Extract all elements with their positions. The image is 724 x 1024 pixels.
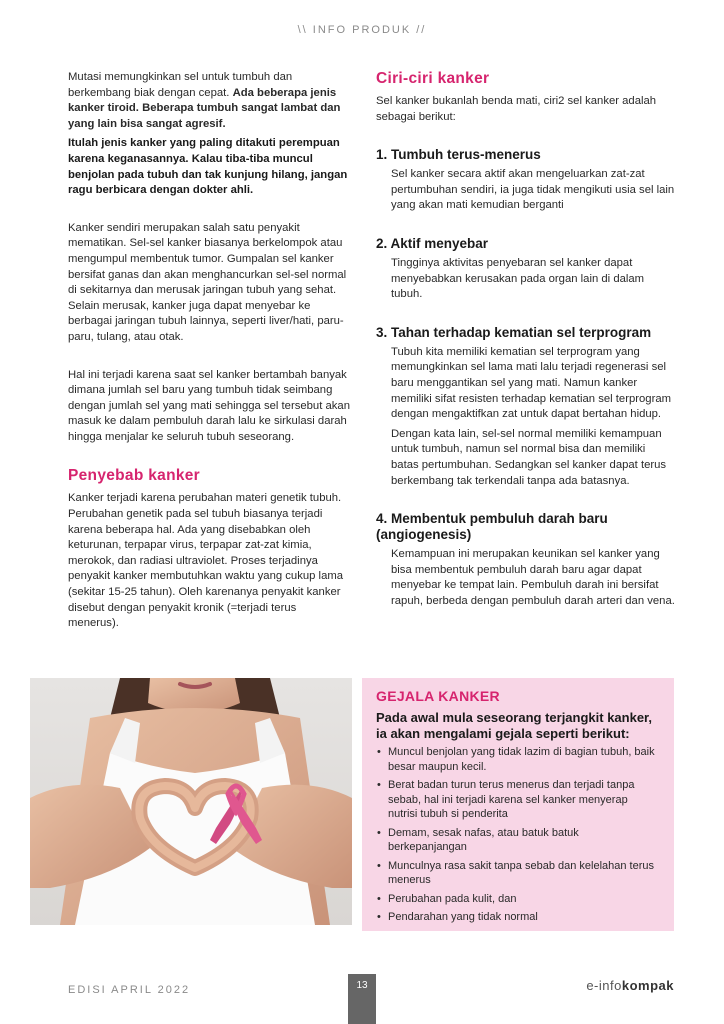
gejala-list-item: • Muncul benjolan yang tidak lazim di bagian tubuh, baik besar maupun kecil.	[376, 745, 660, 774]
gejala-list-item: • Berat badan turun terus menerus dan terjadi tanpa sebab, hal ini terjadi karena sel kanker menyerap nutrisi tubuh si penderita	[376, 778, 660, 822]
ciri-item-text: Tingginya aktivitas penyebaran sel kanker dapat menyebabkan kerusakan pada organ lain di dalam tubuh.	[391, 256, 645, 301]
penyebab-heading: Penyebab kanker	[68, 467, 201, 485]
heart-hands-photo	[30, 678, 352, 925]
gejala-heading: GEJALA KANKER	[376, 688, 500, 704]
ciri-item-text: Sel kanker secara aktif akan mengeluarkan zat-zat pertumbuhan sendiri, ia juga tidak mengikuti usia sel lain yang akan mati kemudian berganti	[391, 168, 675, 212]
ciri-item	[376, 511, 676, 609]
ciri-item	[376, 236, 676, 303]
ciri-heading: Ciri-ciri kanker	[376, 70, 490, 87]
page-number: 13	[348, 974, 376, 1024]
edition-label: EDISI APRIL 2022	[68, 984, 191, 996]
ciri-item	[376, 147, 676, 214]
ciri-item-text: Dengan kata lain, sel-sel normal memiliki kemampuan untuk tumbuh, namun sel normal bisa dan memiliki batas pertumbuhan. Sedangkan sel kanker dapat terus berkembang tak terkendali tanpa ada batasnya.	[391, 427, 667, 487]
ciri-item-title: 3. Tahan terhadap kematian sel terprogram	[376, 324, 652, 340]
gejala-list	[376, 745, 660, 925]
gejala-list-item: • Pendarahan yang tidak normal	[376, 910, 660, 925]
intro-paragraph	[68, 70, 350, 132]
gejala-list-item: • Munculnya rasa sakit tanpa sebab dan kelelahan terus menerus	[376, 859, 660, 888]
ciri-item-title: 4. Membentuk pembuluh darah baru (angiogenesis)	[376, 511, 608, 543]
brand-prefix: e-info	[586, 978, 622, 993]
photo-illustration	[30, 678, 352, 925]
spread-paragraph: Hal ini terjadi karena saat sel kanker bertambah banyak dimana jumlah sel baru yang tumbuh tidak seimbang dengan jumlah sel yang mati sehingga sel tersebut akan masuk ke dalam pembuluh darah lalu ke sirkulasi darah hingga menjalar ke seluruh tubuh seseorang.	[68, 368, 350, 443]
intro-bold-text: Ada beberapa jenis kanker tiroid. Beberapa tumbuh sangat lambat dan yang lain bisa sangat agresif.	[68, 86, 341, 130]
ciri-item	[376, 325, 676, 489]
warning-paragraph: Itulah jenis kanker yang paling ditakuti perempuan karena keganasannya. Kalau tiba-tiba muncul benjolan pada tubuh dan tak kunjung hilang, jangan ragu berbicara dengan dokter ahli.	[68, 137, 348, 197]
ciri-item-text: Kemampuan ini merupakan keunikan sel kanker yang bisa membentuk pembuluh darah baru agar dapat menyebar ke tempat lain. Pembuluh darah ini bersifat rapuh, berbeda dengan pembuluh darah arteri dan vena.	[391, 548, 675, 607]
left-column	[68, 70, 350, 632]
gejala-intro: Pada awal mula seseorang terjangkit kanker, ia akan mengalami gejala seperti berikut:	[376, 710, 653, 741]
gejala-kanker-box	[362, 678, 674, 931]
intro-text: Mutasi memungkinkan sel untuk tumbuh dan berkembang biak dengan cepat.	[68, 71, 293, 99]
section-header: \\ INFO PRODUK //	[297, 24, 427, 36]
ciri-intro: Sel kanker bukanlah benda mati, ciri2 sel kanker adalah sebagai berikut:	[376, 95, 657, 123]
cancer-description-paragraph: Kanker sendiri merupakan salah satu penyakit mematikan. Sel-sel kanker biasanya berkelompok atau mengumpul membentuk tumor. Gumpalan sel kanker bersifat ganas dan akan menghancurkan sel-sel normal di sekitarnya dan merusak jaringan tubuh yang sehat. Selain merusak, kanker juga dapat menyebar ke berbagai jaringan tubuh lainnya, seperti liver/hati, paru-paru, tulang, atau otak.	[68, 221, 347, 343]
gejala-list-item: • Perubahan pada kulit, dan	[376, 892, 660, 907]
ciri-item-text: Tubuh kita memiliki kematian sel terprogram yang memungkinkan sel lama mati lalu terjadi regenerasi sel baru menggantikan sel yang mati. Namun kanker memiliki sifat resisten terhadap kematian sel terprogram dengan mengaktifkan zat untuk dapat bertahan hidup.	[391, 345, 672, 421]
penyebab-paragraph: Kanker terjadi karena perubahan materi genetik tubuh. Perubahan genetik pada sel tubuh biasanya terjadi karena beberapa hal. Ada yang disebabkan oleh keturunan, terpapar virus, terpapar zat-zat kimia, merokok, dan radiasi ultraviolet. Proses terjadinya penyakit kanker membutuhkan waktu yang cukup lama (sekitar 15-25 tahun). Oleh karenanya penyakit kanker disebut dengan penyakit kronik (=terjadi terus menerus).	[68, 492, 344, 630]
brand-suffix: kompak	[621, 978, 674, 993]
gejala-list-item: • Demam, sesak nafas, atau batuk batuk berkepanjangan	[376, 826, 660, 855]
ciri-item-title: 2. Aktif menyebar	[376, 235, 489, 251]
ciri-item-title: 1. Tumbuh terus-menerus	[376, 147, 541, 163]
right-column	[376, 70, 676, 609]
brand-logo	[586, 978, 674, 993]
